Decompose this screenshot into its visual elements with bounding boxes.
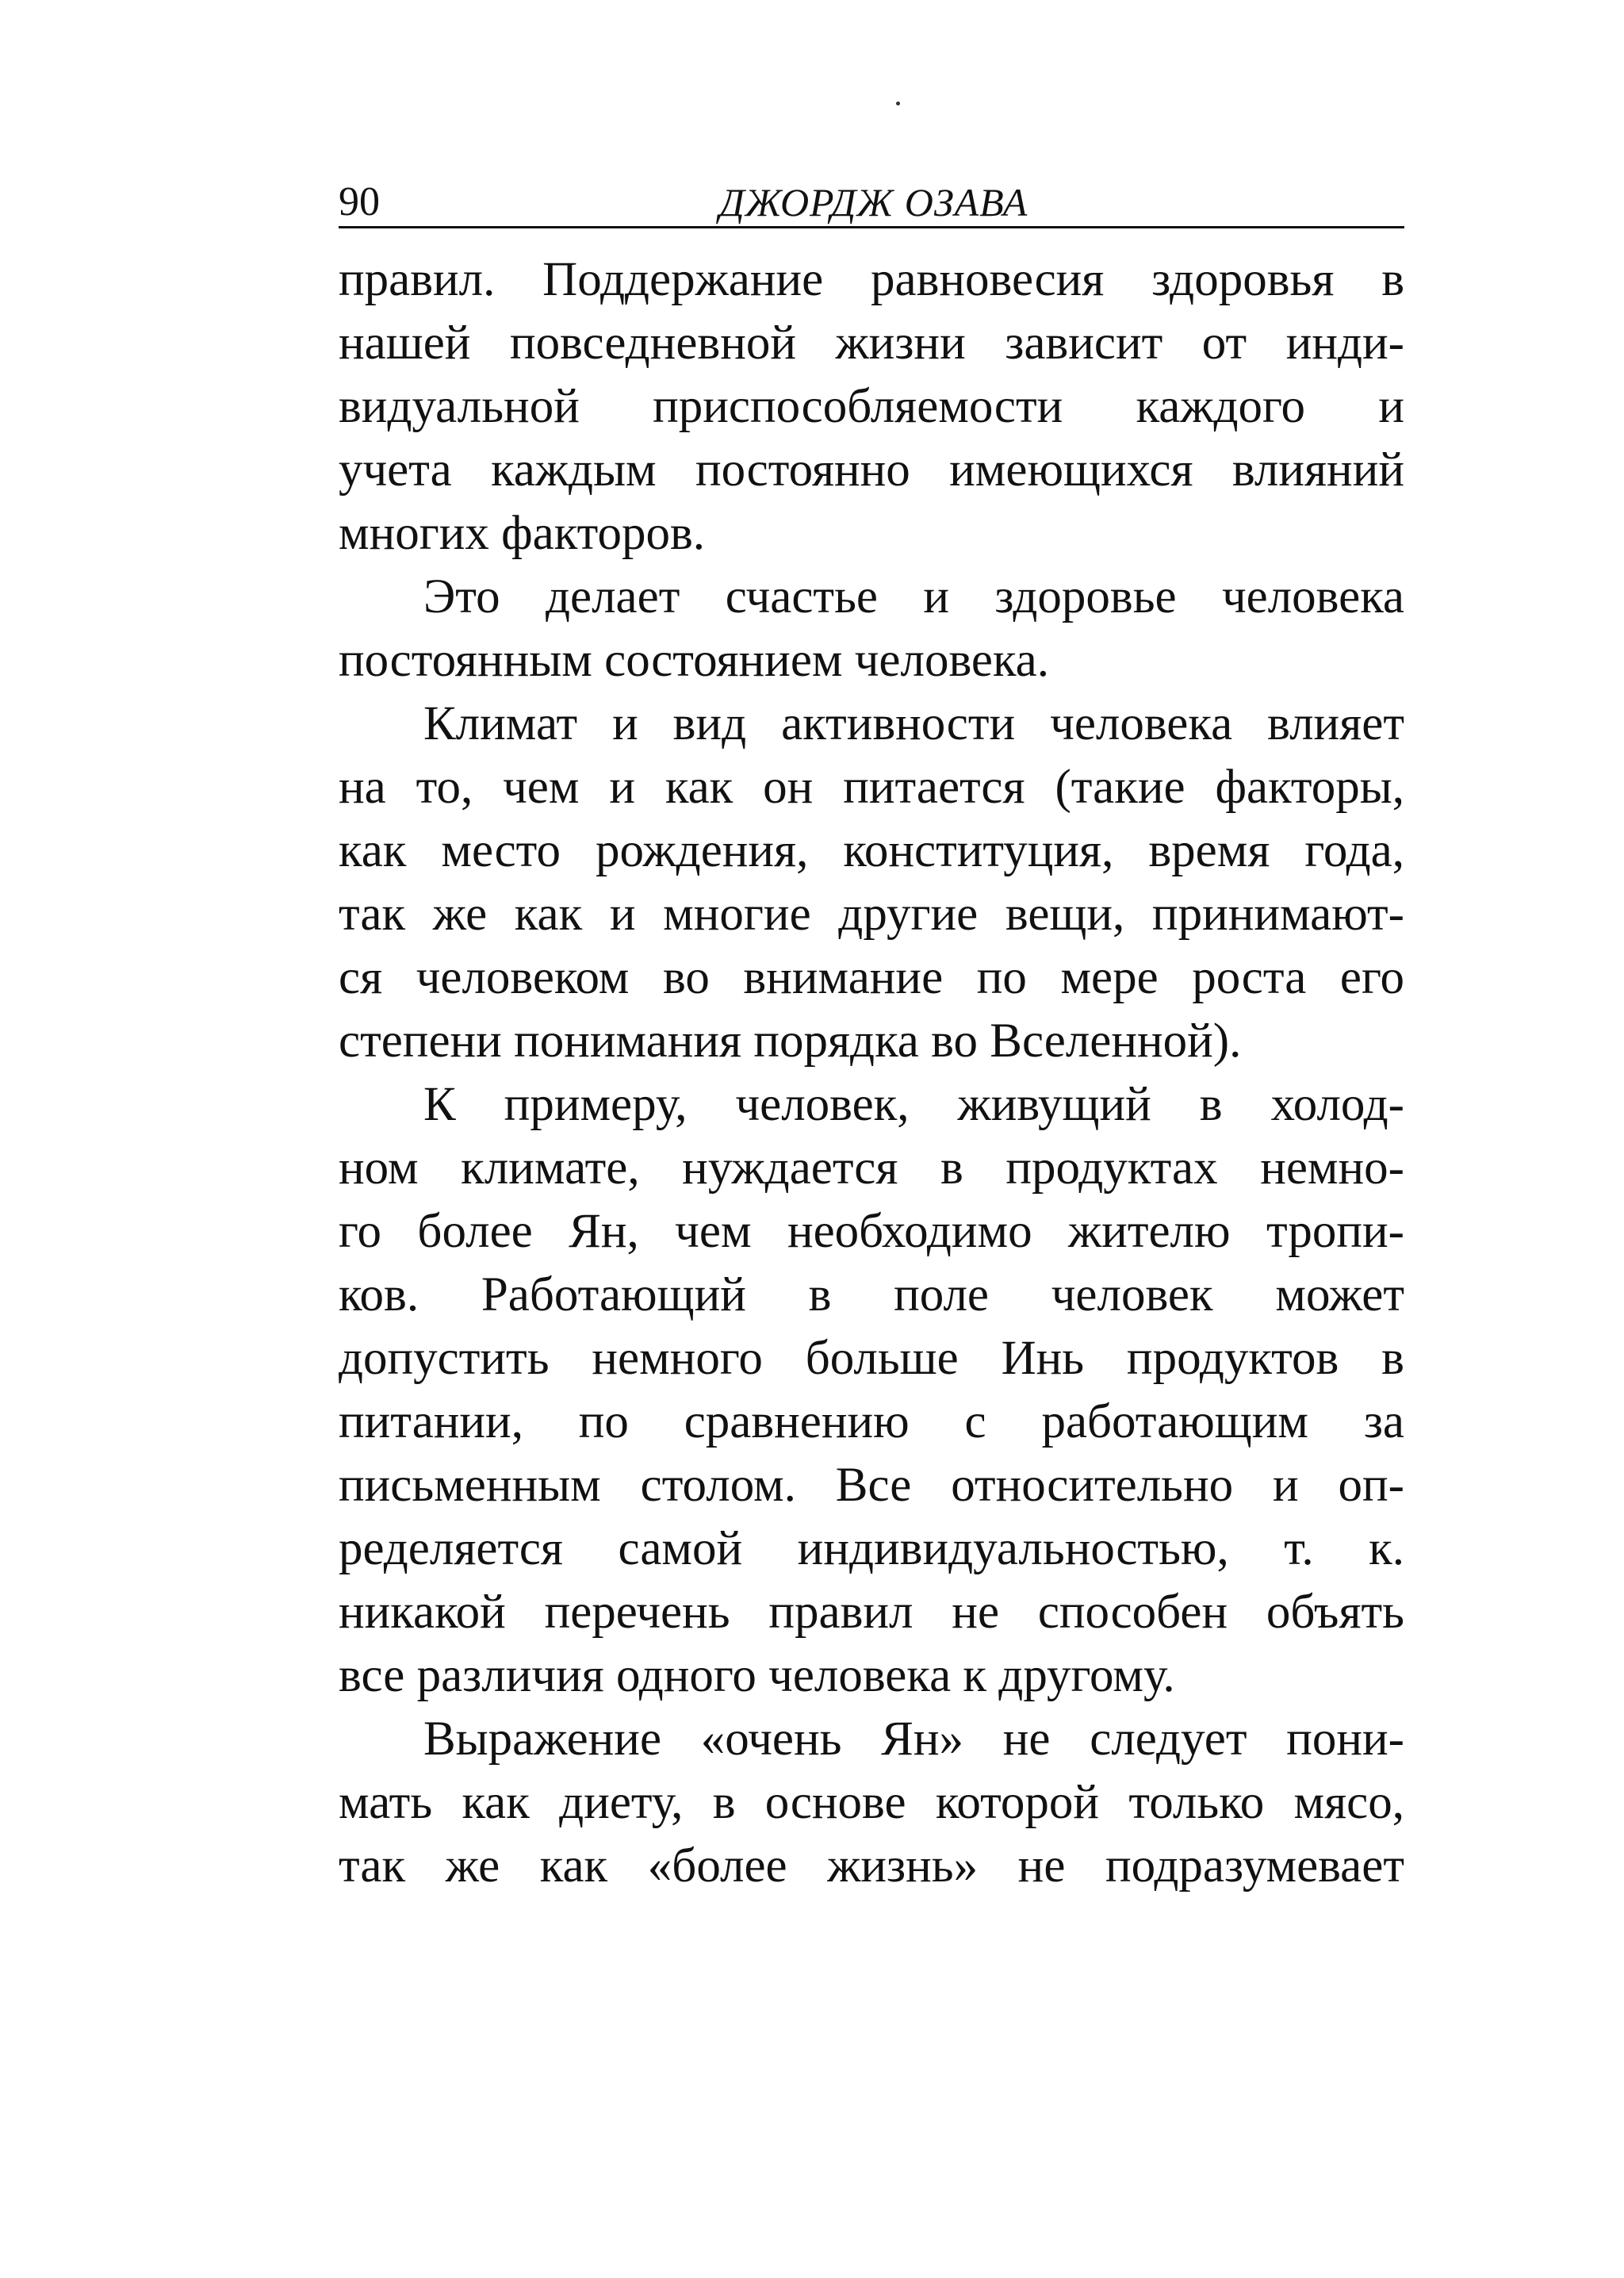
text-line: все различия одного человека к другому. [339, 1649, 1175, 1702]
text-line: ков. Работающий в поле человек может [339, 1268, 1404, 1321]
text-line: учета каждым постоянно имеющихся влияний [339, 443, 1404, 497]
text-line: Выражение «очень Ян» не следует пони- [423, 1712, 1404, 1766]
text-line: правил. Поддержание равновесия здоровья в [339, 253, 1404, 306]
text-line: нашей повседневной жизни зависит от инди- [339, 316, 1404, 370]
text-line: видуальной приспособляемости каждого и [339, 380, 1404, 433]
text-line: мать как диету, в основе которой только мясо, [339, 1776, 1404, 1829]
text-line: письменным столом. Все относительно и оп- [339, 1459, 1404, 1512]
header-rule [339, 226, 1404, 228]
text-line: на то, чем и как он питается (такие факторы, [339, 761, 1404, 814]
text-line: допустить немного больше Инь продуктов в [339, 1332, 1404, 1385]
text-line: степени понимания порядка во Вселенной). [339, 1014, 1242, 1068]
page-number: 90 [339, 179, 380, 224]
text-line: так же как «более жизнь» не подразумевает [339, 1839, 1404, 1893]
text-line: никакой перечень правил не способен объять [339, 1586, 1404, 1639]
text-line: К примеру, человек, живущий в холод- [423, 1078, 1404, 1131]
text-line: ределяется самой индивидуальностью, т. к. [339, 1522, 1404, 1575]
text-line: как место рождения, конституция, время года, [339, 824, 1404, 877]
text-line: ся человеком во внимание по мере роста его [339, 951, 1404, 1004]
scan-speck [896, 102, 900, 105]
body-text [339, 248, 1404, 1898]
text-line: так же как и многие другие вещи, принимают- [339, 888, 1404, 941]
running-title: ДЖОРДЖ ОЗАВА [719, 180, 1028, 224]
text-line: многих факторов. [339, 507, 705, 560]
text-line: го более Ян, чем необходимо жителю тропи- [339, 1205, 1404, 1258]
text-line: постоянным состоянием человека. [339, 634, 1049, 687]
text-line: ном климате, нуждается в продуктах немно- [339, 1141, 1404, 1195]
text-line: Климат и вид активности человека влияет [423, 697, 1404, 750]
text-line: питании, по сравнению с работающим за [339, 1395, 1404, 1448]
running-head [339, 171, 1404, 226]
text-line: Это делает счастье и здоровье человека [423, 570, 1404, 623]
